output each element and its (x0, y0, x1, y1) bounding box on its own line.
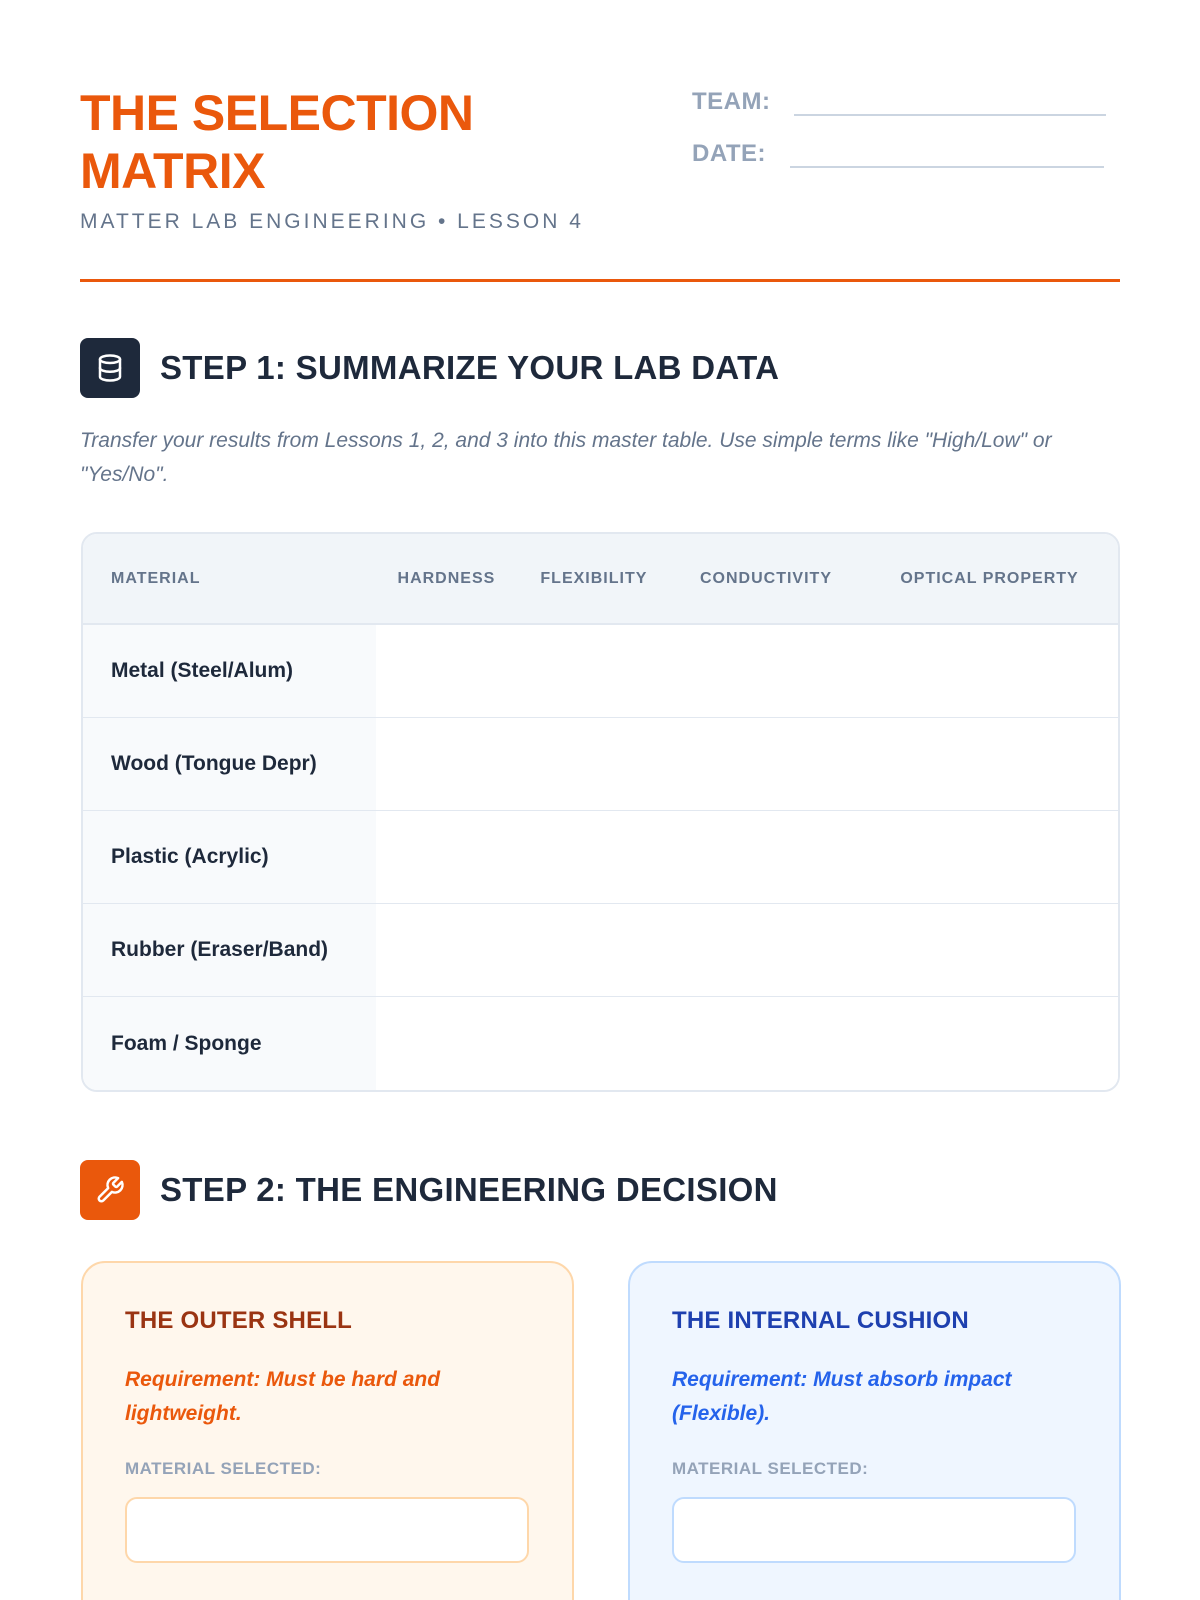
database-icon (80, 338, 140, 398)
optical-property-cell[interactable] (861, 904, 1118, 997)
flexibility-cell[interactable] (517, 904, 671, 997)
internal-cushion-requirement: Requirement: Must absorb impact (Flexible). (672, 1368, 1012, 1425)
outer-shell-title: THE OUTER SHELL (125, 1307, 353, 1334)
wrench-icon (80, 1160, 140, 1220)
conductivity-cell[interactable] (671, 717, 861, 810)
date-row (692, 136, 1104, 168)
hardness-cell[interactable] (376, 717, 517, 810)
date-field[interactable] (790, 136, 1104, 168)
table-row (83, 997, 1118, 1090)
column-header-hardness: HARDNESS (376, 534, 517, 624)
internal-cushion-field-label: MATERIAL SELECTED: (672, 1459, 869, 1478)
outer-shell-requirement: Requirement: Must be hard and lightweight. (125, 1368, 441, 1425)
step2-title: STEP 2: THE ENGINEERING DECISION (160, 1171, 778, 1208)
step1-heading (80, 338, 779, 398)
conductivity-cell[interactable] (671, 904, 861, 997)
date-label: DATE: (692, 140, 767, 167)
table-row (83, 810, 1118, 903)
column-header-conductivity: CONDUCTIVITY (671, 534, 861, 624)
material-name: Foam / Sponge (83, 997, 376, 1090)
team-field[interactable] (794, 84, 1106, 116)
hardness-cell[interactable] (376, 810, 517, 903)
column-header-optical-property: OPTICAL PROPERTY (861, 534, 1118, 624)
team-label: TEAM: (692, 88, 771, 115)
flexibility-cell[interactable] (517, 997, 671, 1090)
conductivity-cell[interactable] (671, 997, 861, 1090)
internal-cushion-title: THE INTERNAL CUSHION (672, 1307, 969, 1334)
table-row (83, 904, 1118, 997)
team-row (692, 84, 1106, 116)
outer-shell-card (81, 1261, 574, 1600)
optical-property-cell[interactable] (861, 997, 1118, 1090)
material-name: Rubber (Eraser/Band) (83, 904, 376, 997)
step1-title: STEP 1: SUMMARIZE YOUR LAB DATA (160, 349, 780, 386)
conductivity-cell[interactable] (671, 624, 861, 717)
page-subtitle: MATTER LAB ENGINEERING • LESSON 4 (80, 210, 584, 233)
step1-instructions: Transfer your results from Lessons 1, 2, and 3 into this master table. Use simple terms like "High/Low" or "Yes/No". (80, 429, 1052, 486)
page-title: THE SELECTION MATRIX (80, 85, 474, 199)
optical-property-cell[interactable] (861, 717, 1118, 810)
internal-cushion-material-input[interactable] (672, 1497, 1076, 1563)
outer-shell-material-input[interactable] (125, 1497, 529, 1563)
flexibility-cell[interactable] (517, 717, 671, 810)
material-name: Plastic (Acrylic) (83, 810, 376, 903)
material-name: Metal (Steel/Alum) (83, 624, 376, 717)
column-header-flexibility: FLEXIBILITY (517, 534, 671, 624)
hardness-cell[interactable] (376, 624, 517, 717)
column-header-material: MATERIAL (83, 534, 376, 624)
optical-property-cell[interactable] (861, 810, 1118, 903)
table-row (83, 717, 1118, 810)
lab-data-table (81, 532, 1120, 1092)
header-divider (80, 279, 1120, 282)
hardness-cell[interactable] (376, 997, 517, 1090)
table-header-row (83, 534, 1118, 624)
internal-cushion-card (628, 1261, 1121, 1600)
material-name: Wood (Tongue Depr) (83, 717, 376, 810)
hardness-cell[interactable] (376, 904, 517, 997)
step2-heading (80, 1160, 778, 1220)
optical-property-cell[interactable] (861, 624, 1118, 717)
worksheet-header (80, 80, 1120, 280)
outer-shell-field-label: MATERIAL SELECTED: (125, 1459, 322, 1478)
flexibility-cell[interactable] (517, 810, 671, 903)
conductivity-cell[interactable] (671, 810, 861, 903)
table-row (83, 624, 1118, 717)
flexibility-cell[interactable] (517, 624, 671, 717)
